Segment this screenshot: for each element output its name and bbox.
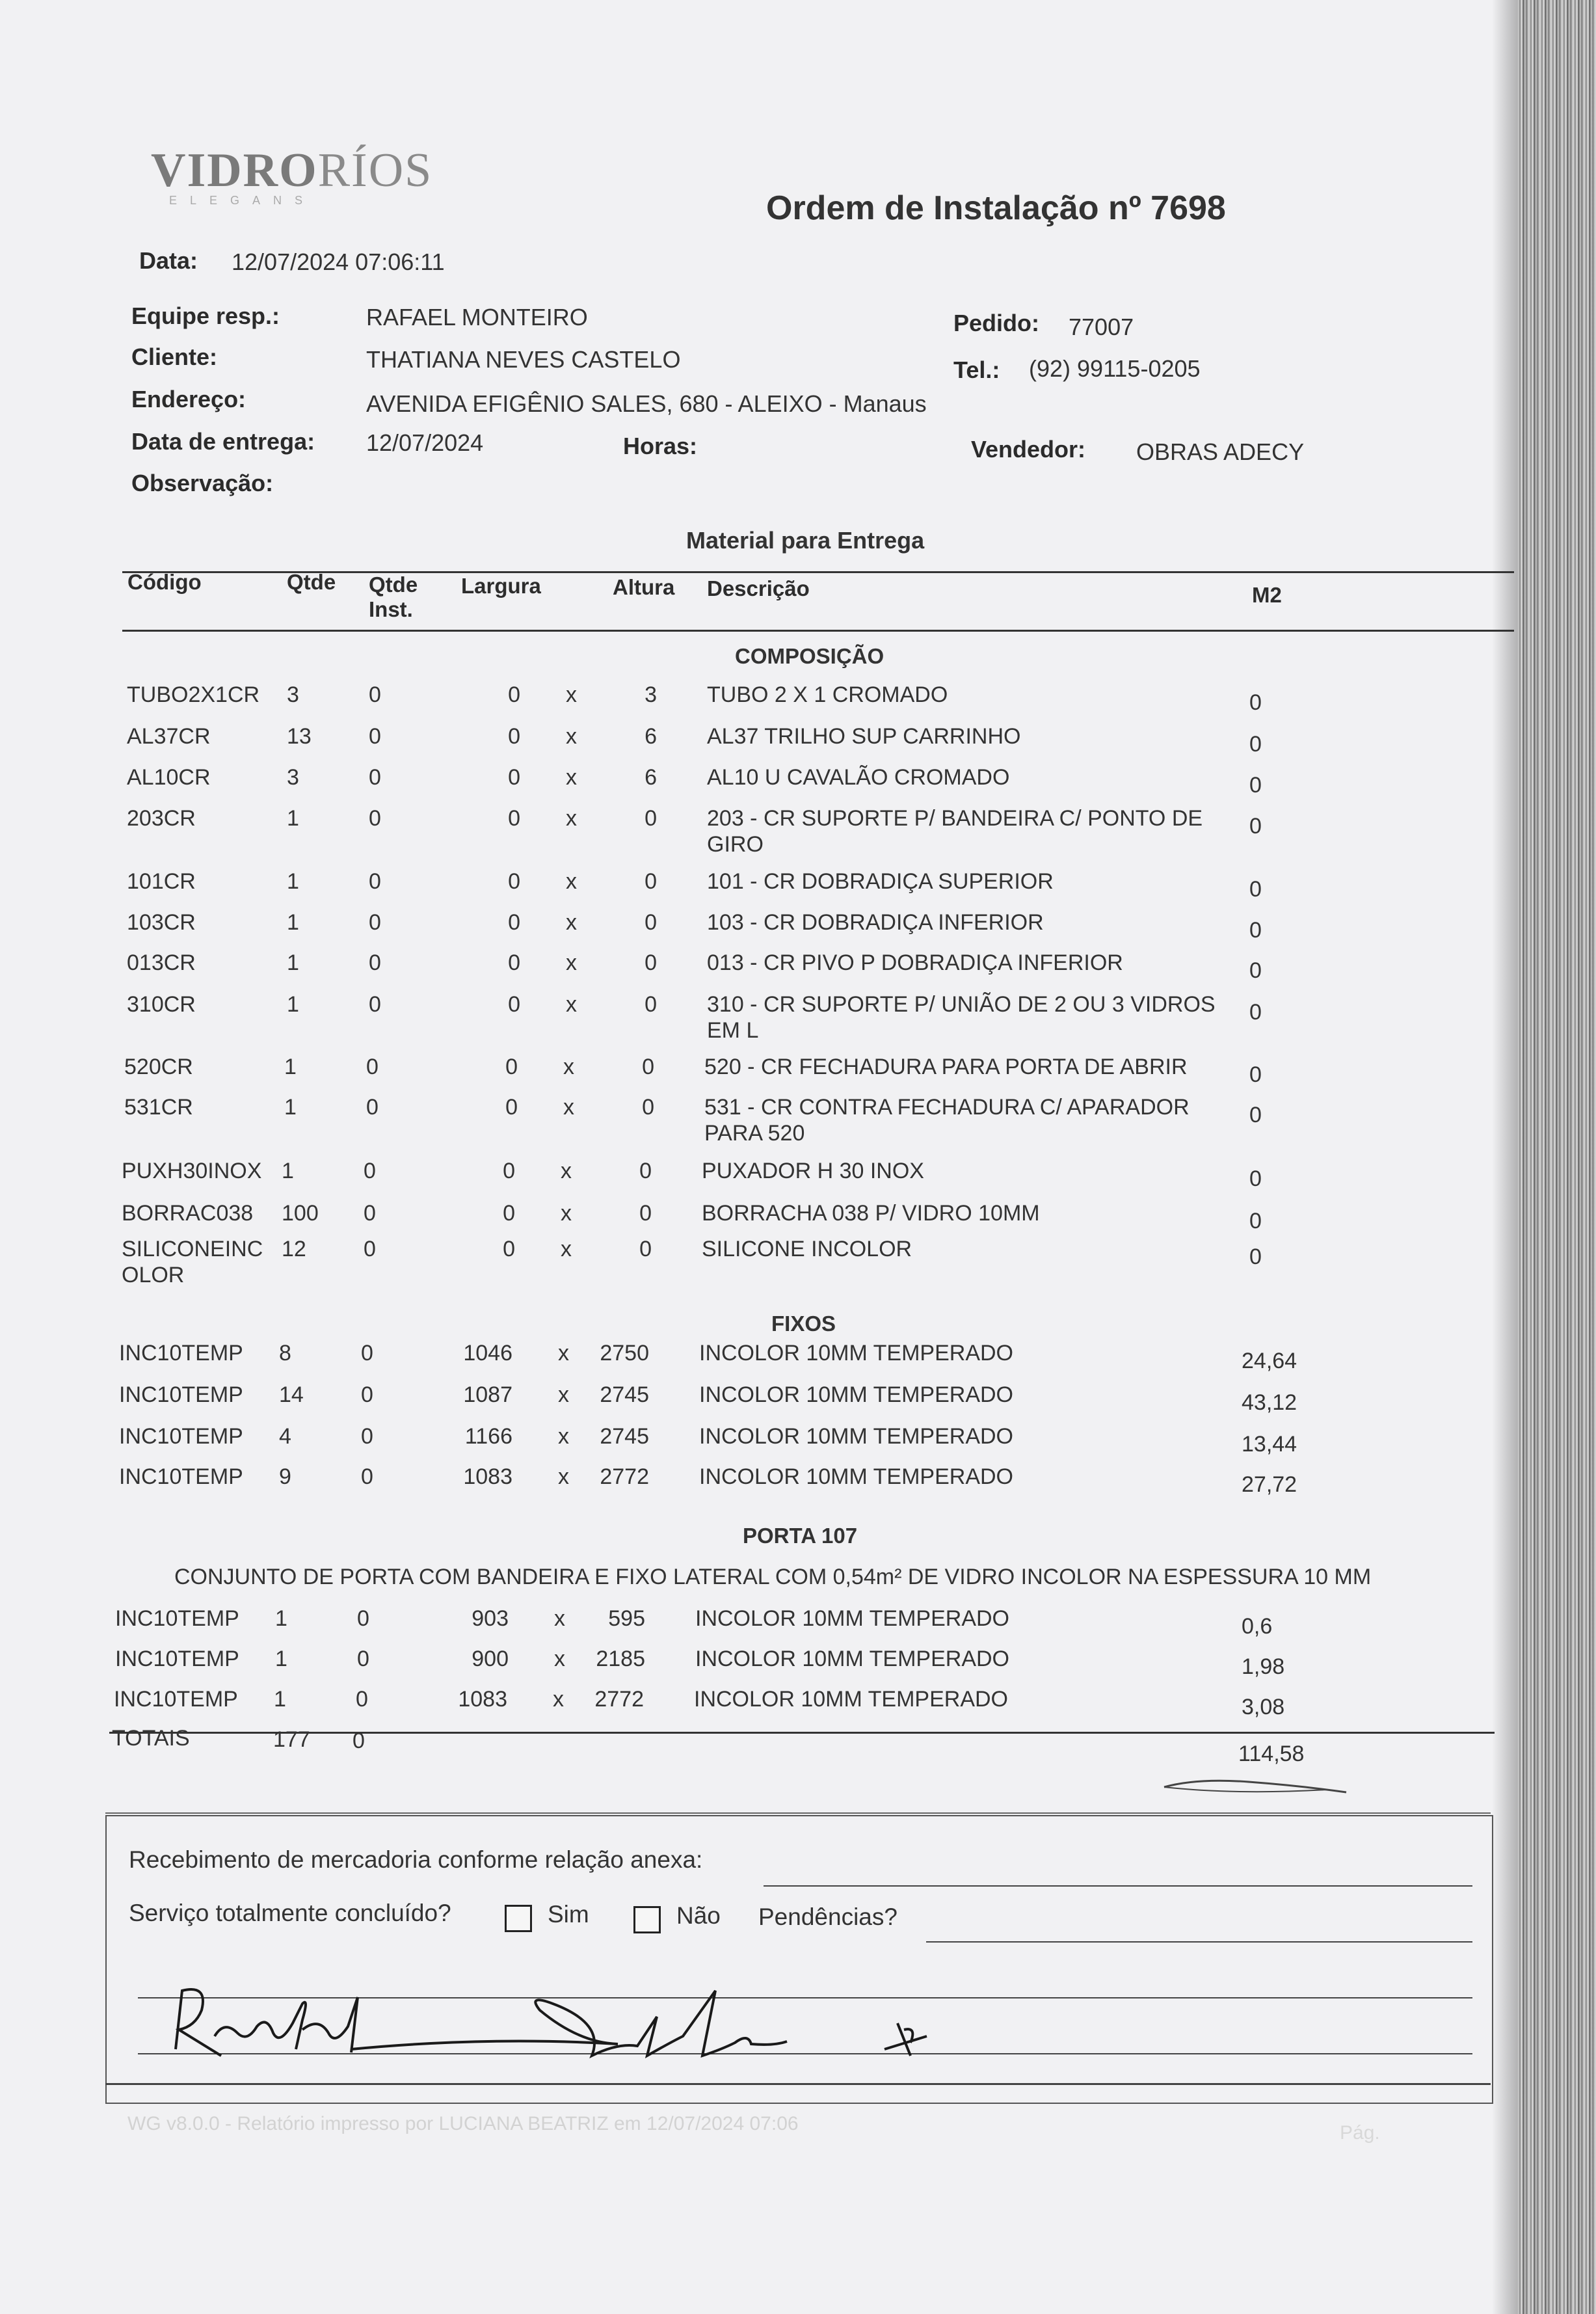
row-times: x bbox=[561, 1237, 572, 1261]
row-times: x bbox=[566, 724, 577, 749]
row-qty: 1 bbox=[274, 1687, 286, 1712]
row-qty: 1 bbox=[287, 950, 299, 975]
no-checkbox[interactable] bbox=[633, 1906, 661, 1933]
phone-label: Tel.: bbox=[953, 357, 1000, 383]
row-width: 1083 bbox=[463, 1464, 512, 1489]
totals-label: TOTAIS bbox=[112, 1726, 190, 1751]
row-description: 203 - CR SUPORTE P/ BANDEIRA C/ PONTO DE GIRO bbox=[707, 806, 1203, 857]
scanned-paper-edge bbox=[1518, 0, 1596, 2314]
row-code: PUXH30INOX bbox=[122, 1159, 262, 1183]
row-m2: 0 bbox=[1249, 1103, 1262, 1127]
row-qty-inst: 0 bbox=[369, 992, 381, 1017]
section-fixos: FIXOS bbox=[771, 1312, 836, 1336]
row-m2: 0 bbox=[1249, 1000, 1262, 1025]
row-m2: 0 bbox=[1249, 918, 1262, 943]
porta-note: CONJUNTO DE PORTA COM BANDEIRA E FIXO LATERAL COM 0,54m² DE VIDRO INCOLOR NA ESPESSURA 10 MM bbox=[174, 1565, 1372, 1589]
row-times: x bbox=[553, 1687, 564, 1712]
row-width: 0 bbox=[503, 1237, 515, 1261]
row-times: x bbox=[566, 910, 577, 935]
col-width: Largura bbox=[461, 574, 541, 598]
totals-m2: 114,58 bbox=[1238, 1742, 1305, 1766]
row-times: x bbox=[558, 1464, 569, 1489]
row-height: 0 bbox=[645, 950, 657, 975]
header-bottom-rule bbox=[122, 630, 1514, 632]
col-qty-inst: Qtde Inst. bbox=[369, 572, 418, 621]
service-question: Serviço totalmente concluído? bbox=[129, 1900, 451, 1926]
row-times: x bbox=[566, 765, 577, 790]
row-description: 520 - CR FECHADURA PARA PORTA DE ABRIR bbox=[704, 1055, 1188, 1079]
delivery-value: 12/07/2024 bbox=[366, 429, 484, 456]
row-width: 903 bbox=[472, 1606, 509, 1631]
row-code: 013CR bbox=[127, 950, 196, 975]
col-m2: M2 bbox=[1252, 583, 1282, 607]
row-times: x bbox=[566, 682, 577, 707]
row-times: x bbox=[563, 1095, 574, 1120]
row-width: 0 bbox=[503, 1201, 515, 1226]
row-description: 310 - CR SUPORTE P/ UNIÃO DE 2 OU 3 VIDROS EM L bbox=[707, 992, 1216, 1043]
row-times: x bbox=[566, 992, 577, 1017]
date-label: Data: bbox=[139, 247, 198, 274]
row-qty-inst: 0 bbox=[357, 1606, 369, 1631]
row-code: INC10TEMP bbox=[119, 1424, 243, 1449]
row-times: x bbox=[563, 1055, 574, 1079]
row-description: SILICONE INCOLOR bbox=[702, 1237, 912, 1261]
row-height: 0 bbox=[645, 910, 657, 935]
row-width: 0 bbox=[508, 869, 520, 894]
row-description: PUXADOR H 30 INOX bbox=[702, 1159, 924, 1183]
row-code: AL37CR bbox=[127, 724, 211, 749]
row-height: 0 bbox=[645, 869, 657, 894]
row-qty: 3 bbox=[287, 765, 299, 790]
row-m2: 0 bbox=[1249, 814, 1262, 839]
row-height: 6 bbox=[645, 724, 657, 749]
row-qty-inst: 0 bbox=[361, 1382, 373, 1407]
col-height: Altura bbox=[613, 575, 675, 599]
page-label: Pág. bbox=[1340, 2122, 1380, 2144]
row-height: 0 bbox=[645, 806, 657, 831]
row-qty-inst: 0 bbox=[366, 1055, 379, 1079]
row-qty-inst: 0 bbox=[357, 1647, 369, 1671]
row-height: 2745 bbox=[600, 1424, 649, 1449]
row-code: INC10TEMP bbox=[119, 1464, 243, 1489]
row-m2: 0,6 bbox=[1242, 1614, 1273, 1639]
yes-label: Sim bbox=[548, 1901, 589, 1928]
address-label: Endereço: bbox=[131, 386, 246, 412]
row-qty: 13 bbox=[287, 724, 312, 749]
notes-label: Observação: bbox=[131, 470, 274, 496]
row-qty-inst: 0 bbox=[369, 806, 381, 831]
row-height: 3 bbox=[645, 682, 657, 707]
scan-shadow bbox=[1492, 0, 1518, 2314]
row-times: x bbox=[561, 1159, 572, 1183]
yes-checkbox[interactable] bbox=[505, 1905, 532, 1932]
total-underline-stroke bbox=[1158, 1773, 1353, 1799]
row-width: 900 bbox=[472, 1647, 509, 1671]
address-value: AVENIDA EFIGÊNIO SALES, 680 - ALEIXO - Manaus bbox=[366, 390, 927, 417]
row-width: 0 bbox=[508, 682, 520, 707]
row-qty: 9 bbox=[279, 1464, 291, 1489]
row-code: 101CR bbox=[127, 869, 196, 894]
row-width: 1083 bbox=[458, 1687, 507, 1712]
pending-line bbox=[926, 1941, 1472, 1943]
row-description: INCOLOR 10MM TEMPERADO bbox=[699, 1464, 1014, 1489]
row-qty: 1 bbox=[284, 1055, 297, 1079]
row-m2: 0 bbox=[1249, 690, 1262, 715]
row-description: BORRACHA 038 P/ VIDRO 10MM bbox=[702, 1201, 1040, 1226]
row-height: 0 bbox=[639, 1159, 652, 1183]
row-height: 0 bbox=[645, 992, 657, 1017]
row-description: INCOLOR 10MM TEMPERADO bbox=[695, 1606, 1010, 1631]
box-top-rule bbox=[105, 1812, 1491, 1814]
row-m2: 24,64 bbox=[1242, 1349, 1297, 1373]
row-height: 0 bbox=[642, 1055, 654, 1079]
row-times: x bbox=[566, 869, 577, 894]
row-times: x bbox=[558, 1341, 569, 1366]
row-qty-inst: 0 bbox=[369, 869, 381, 894]
row-m2: 3,08 bbox=[1242, 1695, 1285, 1719]
row-height: 2772 bbox=[600, 1464, 649, 1489]
date-value: 12/07/2024 07:06:11 bbox=[232, 249, 445, 275]
row-qty: 4 bbox=[279, 1424, 291, 1449]
row-code: AL10CR bbox=[127, 765, 211, 790]
row-times: x bbox=[554, 1647, 565, 1671]
row-height: 595 bbox=[608, 1606, 645, 1631]
row-qty-inst: 0 bbox=[356, 1687, 368, 1712]
row-qty-inst: 0 bbox=[364, 1159, 376, 1183]
row-qty: 14 bbox=[279, 1382, 304, 1407]
row-width: 0 bbox=[508, 992, 520, 1017]
row-height: 2745 bbox=[600, 1382, 649, 1407]
row-width: 0 bbox=[505, 1095, 518, 1120]
row-width: 0 bbox=[508, 910, 520, 935]
row-m2: 0 bbox=[1249, 1244, 1262, 1269]
order-label: Pedido: bbox=[953, 310, 1039, 336]
receipt-line bbox=[764, 1885, 1472, 1887]
row-code: INC10TEMP bbox=[114, 1687, 238, 1712]
company-logo: VIDRORÍOS bbox=[151, 144, 433, 197]
row-m2: 1,98 bbox=[1242, 1654, 1285, 1679]
row-qty: 1 bbox=[284, 1095, 297, 1120]
row-qty-inst: 0 bbox=[366, 1095, 379, 1120]
seller-value: OBRAS ADECY bbox=[1136, 438, 1305, 465]
footer-rule bbox=[105, 2083, 1491, 2085]
row-m2: 27,72 bbox=[1242, 1472, 1297, 1497]
col-qty: Qtde bbox=[287, 570, 336, 594]
row-height: 6 bbox=[645, 765, 657, 790]
row-qty: 1 bbox=[275, 1647, 287, 1671]
row-times: x bbox=[566, 806, 577, 831]
row-description: INCOLOR 10MM TEMPERADO bbox=[695, 1647, 1010, 1671]
row-qty: 1 bbox=[287, 992, 299, 1017]
row-m2: 0 bbox=[1249, 958, 1262, 983]
row-qty-inst: 0 bbox=[369, 950, 381, 975]
row-times: x bbox=[566, 950, 577, 975]
row-qty: 1 bbox=[287, 869, 299, 894]
row-height: 0 bbox=[642, 1095, 654, 1120]
section-porta: PORTA 107 bbox=[743, 1524, 858, 1548]
pending-label: Pendências? bbox=[758, 1904, 898, 1930]
row-description: 013 - CR PIVO P DOBRADIÇA INFERIOR bbox=[707, 950, 1123, 975]
team-value: RAFAEL MONTEIRO bbox=[366, 304, 588, 330]
row-code: 310CR bbox=[127, 992, 196, 1017]
row-code: BORRAC038 bbox=[122, 1201, 254, 1226]
row-width: 0 bbox=[505, 1055, 518, 1079]
row-qty: 1 bbox=[287, 910, 299, 935]
section-composicao: COMPOSIÇÃO bbox=[735, 644, 884, 668]
row-m2: 0 bbox=[1249, 1166, 1262, 1191]
row-code: SILICONEINC OLOR bbox=[122, 1237, 263, 1287]
row-description: AL10 U CAVALÃO CROMADO bbox=[707, 765, 1010, 790]
col-code: Código bbox=[127, 570, 202, 594]
no-label: Não bbox=[676, 1902, 721, 1929]
row-qty-inst: 0 bbox=[369, 765, 381, 790]
row-width: 0 bbox=[508, 806, 520, 831]
col-description: Descrição bbox=[707, 576, 810, 600]
phone-value: (92) 99115-0205 bbox=[1029, 355, 1201, 382]
row-width: 1166 bbox=[464, 1424, 512, 1449]
page-title: Ordem de Instalação nº 7698 bbox=[766, 189, 1226, 227]
receipt-text: Recebimento de mercadoria conforme relação anexa: bbox=[129, 1846, 703, 1873]
row-description: AL37 TRILHO SUP CARRINHO bbox=[707, 724, 1021, 749]
row-m2: 43,12 bbox=[1242, 1390, 1297, 1415]
row-code: INC10TEMP bbox=[119, 1382, 243, 1407]
client-value: THATIANA NEVES CASTELO bbox=[366, 346, 681, 373]
seller-label: Vendedor: bbox=[971, 436, 1086, 463]
team-label: Equipe resp.: bbox=[131, 303, 280, 329]
row-m2: 0 bbox=[1249, 877, 1262, 902]
totals-inst: 0 bbox=[352, 1729, 365, 1753]
row-height: 2750 bbox=[600, 1341, 649, 1366]
print-footer: WG v8.0.0 - Relatório impresso por LUCIANA BEATRIZ em 12/07/2024 07:06 bbox=[127, 2113, 799, 2134]
row-code: INC10TEMP bbox=[115, 1606, 239, 1631]
client-label: Cliente: bbox=[131, 343, 218, 370]
row-code: 531CR bbox=[124, 1095, 193, 1120]
row-width: 1046 bbox=[463, 1341, 512, 1366]
row-qty-inst: 0 bbox=[369, 910, 381, 935]
row-m2: 13,44 bbox=[1242, 1432, 1297, 1457]
row-qty-inst: 0 bbox=[364, 1201, 376, 1226]
order-value: 77007 bbox=[1069, 314, 1134, 340]
row-code: TUBO2X1CR bbox=[127, 682, 260, 707]
row-width: 0 bbox=[508, 724, 520, 749]
table-heading: Material para Entrega bbox=[686, 527, 925, 554]
row-times: x bbox=[561, 1201, 572, 1226]
row-m2: 0 bbox=[1249, 1209, 1262, 1233]
row-qty-inst: 0 bbox=[364, 1237, 376, 1261]
row-width: 0 bbox=[508, 950, 520, 975]
row-description: INCOLOR 10MM TEMPERADO bbox=[699, 1424, 1014, 1449]
row-m2: 0 bbox=[1249, 1062, 1262, 1087]
row-qty-inst: 0 bbox=[369, 724, 381, 749]
row-height: 2185 bbox=[596, 1647, 645, 1671]
row-description: INCOLOR 10MM TEMPERADO bbox=[699, 1382, 1014, 1407]
row-qty: 12 bbox=[282, 1237, 306, 1261]
delivery-label: Data de entrega: bbox=[131, 428, 315, 455]
row-qty: 1 bbox=[287, 806, 299, 831]
row-description: INCOLOR 10MM TEMPERADO bbox=[699, 1341, 1014, 1366]
row-width: 1087 bbox=[463, 1382, 512, 1407]
row-height: 2772 bbox=[594, 1687, 644, 1712]
row-qty: 8 bbox=[279, 1341, 291, 1366]
row-description: 531 - CR CONTRA FECHADURA C/ APARADOR PARA 520 bbox=[704, 1095, 1190, 1146]
row-times: x bbox=[558, 1424, 569, 1449]
row-qty-inst: 0 bbox=[361, 1424, 373, 1449]
row-code: INC10TEMP bbox=[115, 1647, 239, 1671]
row-times: x bbox=[554, 1606, 565, 1631]
totals-rule bbox=[109, 1732, 1495, 1734]
hours-label: Horas: bbox=[623, 433, 698, 459]
row-qty: 1 bbox=[275, 1606, 287, 1631]
row-code: 203CR bbox=[127, 806, 196, 831]
row-qty-inst: 0 bbox=[361, 1341, 373, 1366]
row-description: 101 - CR DOBRADIÇA SUPERIOR bbox=[707, 869, 1054, 894]
row-qty-inst: 0 bbox=[369, 682, 381, 707]
row-m2: 0 bbox=[1249, 773, 1262, 798]
row-qty-inst: 0 bbox=[361, 1464, 373, 1489]
row-qty: 1 bbox=[282, 1159, 294, 1183]
row-code: 103CR bbox=[127, 910, 196, 935]
row-qty: 3 bbox=[287, 682, 299, 707]
row-width: 0 bbox=[508, 765, 520, 790]
row-width: 0 bbox=[503, 1159, 515, 1183]
handwritten-signature bbox=[163, 1965, 976, 2088]
row-code: INC10TEMP bbox=[119, 1341, 243, 1366]
row-height: 0 bbox=[639, 1237, 652, 1261]
row-m2: 0 bbox=[1249, 732, 1262, 757]
row-qty: 100 bbox=[282, 1201, 319, 1226]
row-height: 0 bbox=[639, 1201, 652, 1226]
logo-tagline: ELEGANS bbox=[169, 194, 316, 207]
row-description: INCOLOR 10MM TEMPERADO bbox=[694, 1687, 1009, 1712]
row-description: 103 - CR DOBRADIÇA INFERIOR bbox=[707, 910, 1044, 935]
row-times: x bbox=[558, 1382, 569, 1407]
totals-qty: 177 bbox=[273, 1727, 310, 1752]
row-code: 520CR bbox=[124, 1055, 193, 1079]
row-description: TUBO 2 X 1 CROMADO bbox=[707, 682, 948, 707]
